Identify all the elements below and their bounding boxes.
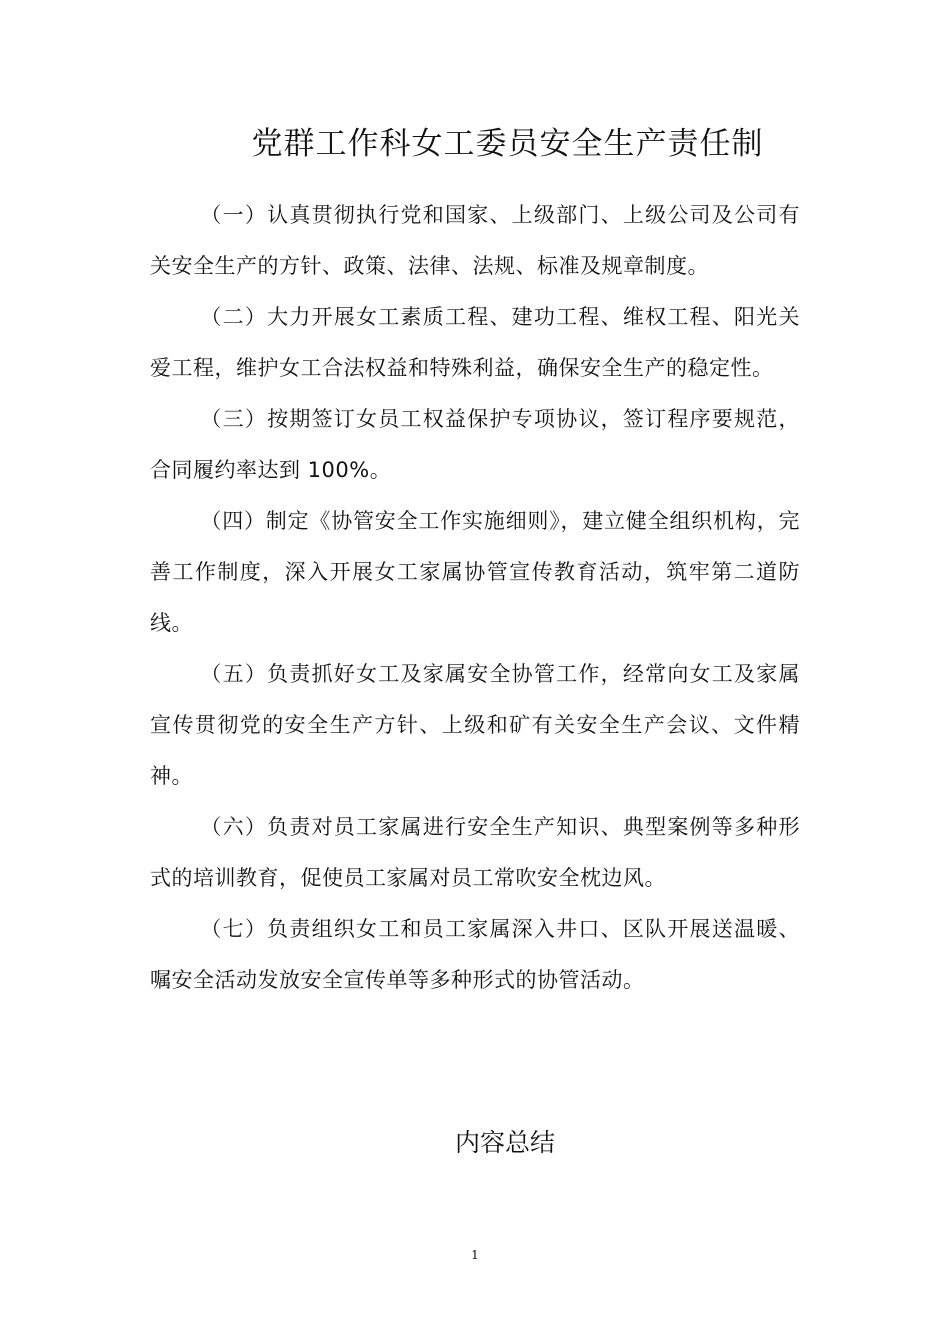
document-title: 党群工作科女工委员安全生产责任制 bbox=[251, 126, 764, 162]
document-body bbox=[150, 190, 800, 1006]
page-number: 1 bbox=[471, 1248, 479, 1262]
paragraph-3: （三）按期签订女员工权益保护专项协议，签订程序要规范，合同履约率达到 100%。 bbox=[150, 407, 800, 482]
summary-heading: 内容总结 bbox=[454, 1128, 555, 1157]
paragraph-1: （一）认真贯彻执行党和国家、上级部门、上级公司及公司有关安全生产的方针、政策、法律、法规、标准及规章制度。 bbox=[150, 203, 800, 278]
paragraph-5: （五）负责抓好女工及家属安全协管工作，经常向女工及家属宣传贯彻党的安全生产方针、上级和矿有关安全生产会议、文件精神。 bbox=[150, 662, 800, 788]
paragraph-4: （四）制定《协管安全工作实施细则》，建立健全组织机构，完善工作制度，深入开展女工家属协管宣传教育活动，筑牢第二道防线。 bbox=[150, 509, 800, 635]
paragraph-2: （二）大力开展女工素质工程、建功工程、维权工程、阳光关爱工程，维护女工合法权益和特殊利益，确保安全生产的稳定性。 bbox=[150, 305, 800, 380]
paragraph-7: （七）负责组织女工和员工家属深入井口、区队开展送温暖、嘱安全活动发放安全宣传单等多种形式的协管活动。 bbox=[150, 917, 800, 992]
paragraph-6: （六）负责对员工家属进行安全生产知识、典型案例等多种形式的培训教育，促使员工家属对员工常吹安全枕边风。 bbox=[150, 815, 800, 890]
